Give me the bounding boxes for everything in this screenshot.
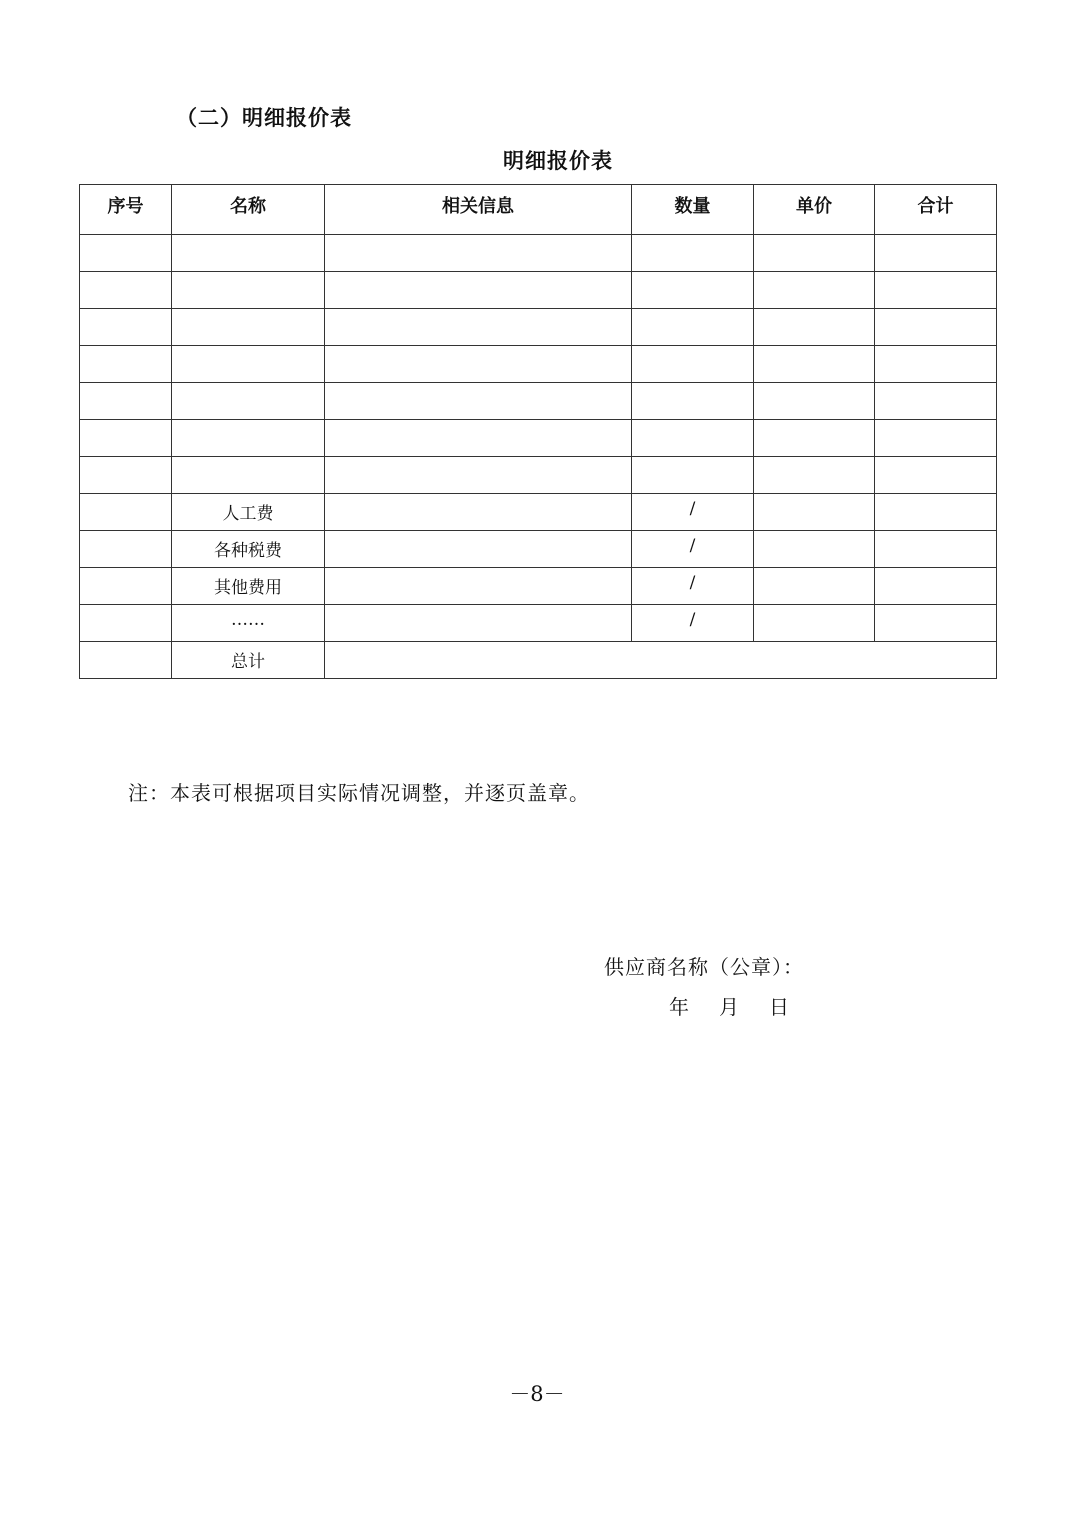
cell-info	[325, 494, 632, 531]
cell-serial	[80, 457, 172, 494]
cell-quantity	[632, 272, 754, 309]
cell-subtotal	[875, 420, 997, 457]
page-number: －8－	[509, 1382, 565, 1406]
section-heading: （二）明细报价表	[176, 105, 352, 130]
header-unit-price: 单价	[754, 185, 875, 235]
header-info: 相关信息	[325, 185, 632, 235]
cell-unit-price	[754, 531, 875, 568]
cell-subtotal	[875, 235, 997, 272]
cell-unit-price	[754, 494, 875, 531]
date-line	[669, 991, 789, 1020]
cell-subtotal	[875, 494, 997, 531]
table-row	[80, 272, 997, 309]
cell-unit-price	[754, 568, 875, 605]
cell-unit-price	[754, 383, 875, 420]
total-label: 总计	[172, 642, 325, 679]
cell-quantity	[632, 309, 754, 346]
cell-serial	[80, 309, 172, 346]
table-row	[80, 383, 997, 420]
cell-info	[325, 605, 632, 642]
cell-name	[172, 346, 325, 383]
table-row	[80, 457, 997, 494]
cell-info	[325, 420, 632, 457]
cell-serial	[80, 383, 172, 420]
cell-quantity: /	[632, 494, 754, 531]
table-row	[80, 346, 997, 383]
cell-unit-price	[754, 605, 875, 642]
table-title: 明细报价表	[503, 148, 613, 173]
header-name: 名称	[172, 185, 325, 235]
table-row	[80, 605, 997, 642]
quote-table	[79, 184, 997, 679]
cell-unit-price	[754, 309, 875, 346]
cell-unit-price	[754, 420, 875, 457]
cell-quantity: /	[632, 531, 754, 568]
cell-name	[172, 383, 325, 420]
header-subtotal: 合计	[875, 185, 997, 235]
cell-unit-price	[754, 457, 875, 494]
table-row	[80, 494, 997, 531]
cell-serial	[80, 605, 172, 642]
cell-serial	[80, 568, 172, 605]
cell-subtotal	[875, 531, 997, 568]
total-serial-cell	[80, 642, 172, 679]
month-label: 月	[719, 995, 739, 1019]
cell-subtotal	[875, 457, 997, 494]
cell-info	[325, 346, 632, 383]
cell-quantity	[632, 346, 754, 383]
day-label: 日	[769, 995, 789, 1019]
cell-quantity: /	[632, 568, 754, 605]
table-row	[80, 531, 997, 568]
cell-subtotal	[875, 605, 997, 642]
header-serial: 序号	[80, 185, 172, 235]
cell-info	[325, 568, 632, 605]
cell-unit-price	[754, 235, 875, 272]
table-row	[80, 568, 997, 605]
cell-serial	[80, 420, 172, 457]
cell-name	[172, 420, 325, 457]
cell-info	[325, 272, 632, 309]
cell-info	[325, 457, 632, 494]
cell-name: ……	[172, 605, 325, 642]
cell-quantity	[632, 235, 754, 272]
total-value	[325, 642, 997, 679]
supplier-signature-label: 供应商名称（公章）：	[604, 955, 804, 979]
table-note: 注：本表可根据项目实际情况调整，并逐页盖章。	[128, 781, 590, 805]
table-body	[80, 235, 997, 642]
cell-subtotal	[875, 272, 997, 309]
cell-quantity	[632, 420, 754, 457]
cell-quantity	[632, 457, 754, 494]
cell-serial	[80, 531, 172, 568]
year-label: 年	[669, 995, 689, 1019]
cell-quantity: /	[632, 605, 754, 642]
cell-name: 人工费	[172, 494, 325, 531]
cell-serial	[80, 235, 172, 272]
cell-info	[325, 309, 632, 346]
cell-quantity	[632, 383, 754, 420]
cell-serial	[80, 494, 172, 531]
table-row	[80, 235, 997, 272]
table-row	[80, 420, 997, 457]
cell-name: 各种税费	[172, 531, 325, 568]
cell-subtotal	[875, 568, 997, 605]
cell-subtotal	[875, 309, 997, 346]
table-header-row	[80, 185, 997, 235]
cell-name	[172, 272, 325, 309]
cell-name	[172, 235, 325, 272]
cell-subtotal	[875, 383, 997, 420]
cell-info	[325, 531, 632, 568]
total-row	[80, 642, 997, 679]
cell-subtotal	[875, 346, 997, 383]
cell-info	[325, 383, 632, 420]
cell-info	[325, 235, 632, 272]
header-quantity: 数量	[632, 185, 754, 235]
cell-serial	[80, 346, 172, 383]
cell-unit-price	[754, 272, 875, 309]
cell-unit-price	[754, 346, 875, 383]
cell-name: 其他费用	[172, 568, 325, 605]
cell-name	[172, 309, 325, 346]
table-row	[80, 309, 997, 346]
cell-serial	[80, 272, 172, 309]
cell-name	[172, 457, 325, 494]
